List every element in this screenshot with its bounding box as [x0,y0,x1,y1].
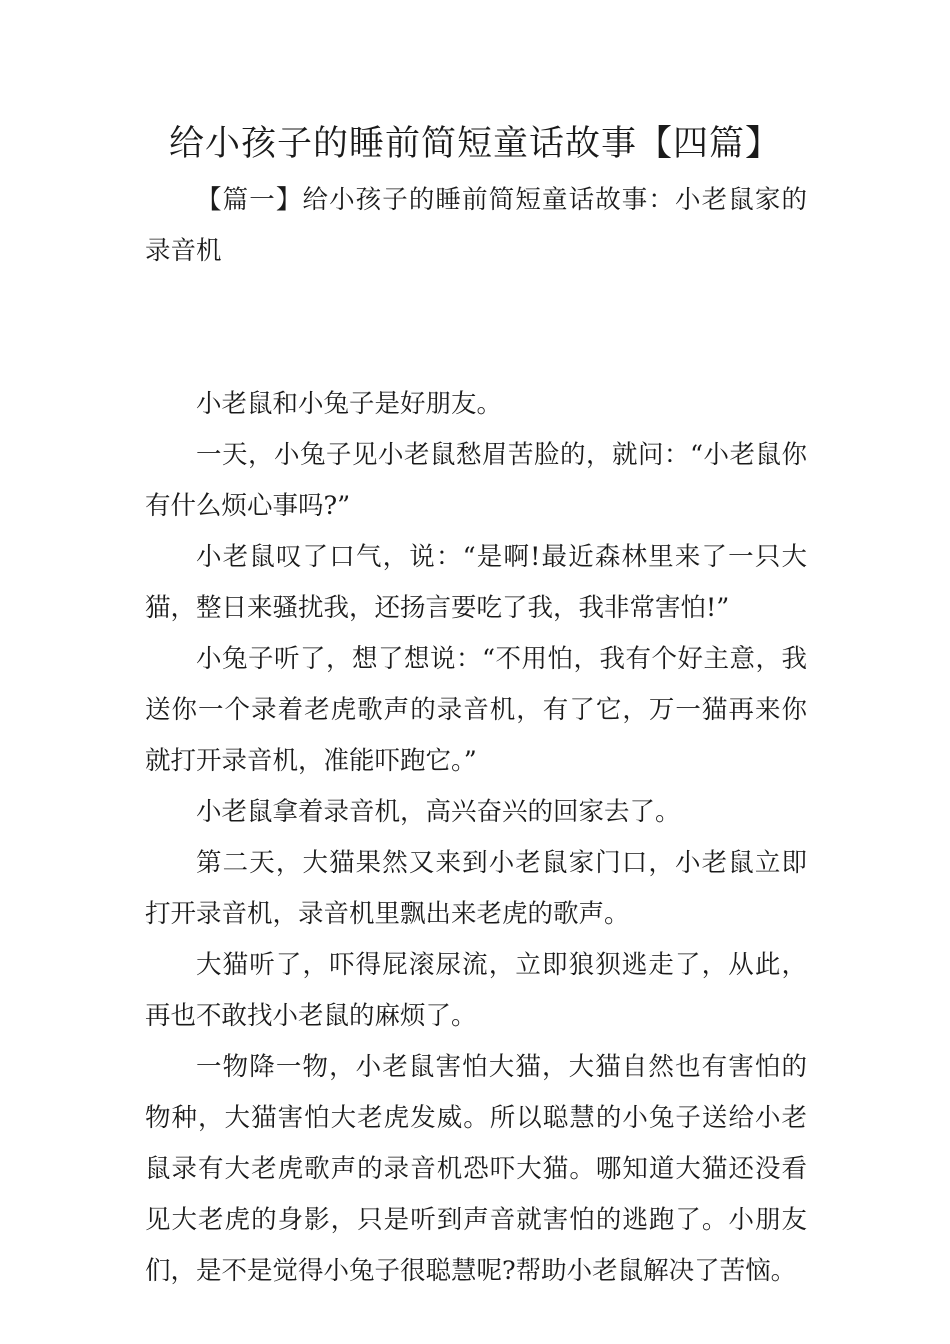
document-body [145,175,807,1297]
paragraph: 第二天，大猫果然又来到小老鼠家门口，小老鼠立即打开录音机，录音机里飘出来老虎的歌声。 [145,848,807,929]
section-heading: 【篇一】给小孩子的睡前简短童话故事：小老鼠家的录音机 [145,185,807,266]
paragraph: 一物降一物，小老鼠害怕大猫，大猫自然也有害怕的物种，大猫害怕大老虎发威。所以聪慧的小兔子送给小老鼠录有大老虎歌声的录音机恐吓大猫。哪知道大猫还没看见大老虎的身影，只是听到声音就害怕的逃跑了。小朋友们，是不是觉得小兔子很聪慧呢?帮助小老鼠解决了苦恼。 [145,1052,807,1286]
paragraph: 小老鼠叹了口气，说：“是啊!最近森林里来了一只大猫，整日来骚扰我，还扬言要吃了我，我非常害怕!” [145,542,807,623]
paragraph: 小兔子听了，想了想说：“不用怕，我有个好主意，我送你一个录着老虎歌声的录音机，有了它，万一猫再来你就打开录音机，准能吓跑它。” [145,644,807,776]
paragraph: 大猫听了，吓得屁滚尿流，立即狼狈逃走了，从此，再也不敢找小老鼠的麻烦了。 [145,950,807,1031]
paragraph: 小老鼠拿着录音机，高兴奋兴的回家去了。 [196,797,681,827]
document-title: 给小孩子的睡前简短童话故事【四篇】 [168,124,781,164]
paragraph: 小老鼠和小兔子是好朋友。 [196,389,503,419]
blank-space [145,277,807,379]
paragraph: 一天，小兔子见小老鼠愁眉苦脸的，就问：“小老鼠你有什么烦心事吗?” [145,440,807,521]
